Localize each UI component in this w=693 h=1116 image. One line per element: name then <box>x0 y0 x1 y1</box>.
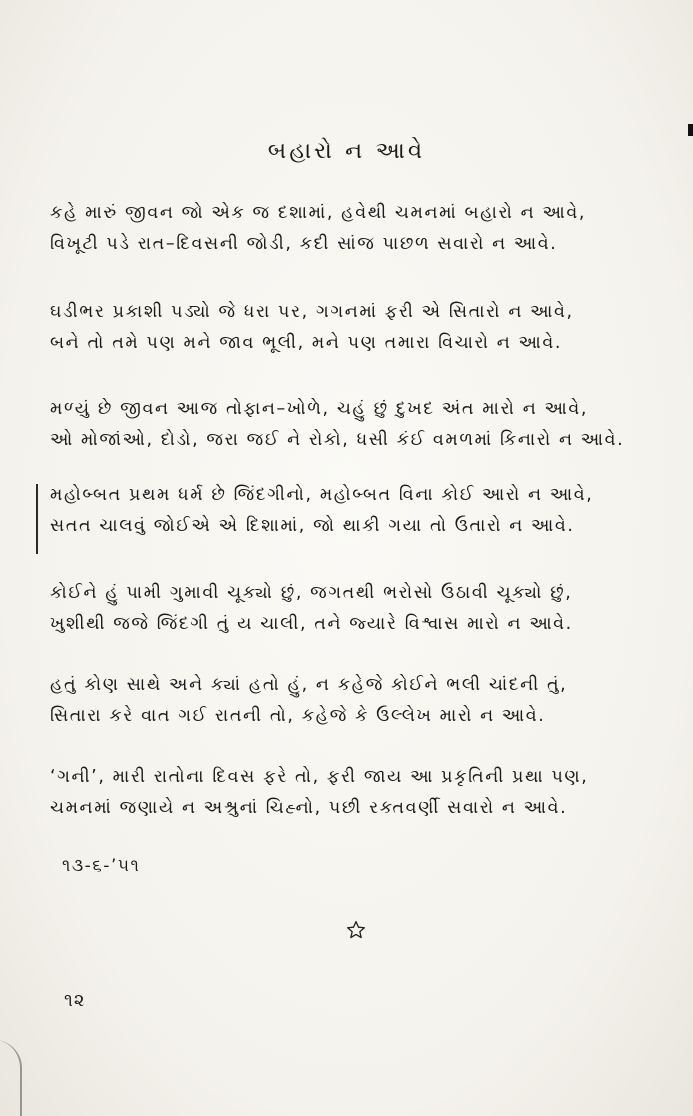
verse-line: ઘડીભર પ્રકાશી પડ્યો જે ધરા પર, ગગનમાં ફરી એ સિતારો ન આવે, <box>50 302 574 322</box>
stanza-7 <box>50 762 665 824</box>
stanza-1 <box>50 198 665 260</box>
verse-line: હતું કોણ સાથે અને ક્યાં હતો હું, ન કહેજે કોઈને ભલી ચાંદની તું, <box>50 675 568 695</box>
scan-edge-mark <box>688 124 693 136</box>
verse-line: મહોબ્બત પ્રથમ ધર્મ છે જિંદગીનો, મહોબ્બત વિના કોઈ આરો ન આવે, <box>50 485 594 505</box>
verse-line: વિખૂટી પડે રાત–દિવસની જોડી, કદી સાંજ પાછળ સવારો ન આવે. <box>50 234 558 254</box>
verse-line: ચમનમાં જણાયે ન અશ્રુનાં ચિહ્નો, પછી રક્તવર્ણી સવારો ન આવે. <box>50 798 568 818</box>
verse-line: બને તો તમે પણ મને જાવ ભૂલી, મને પણ તમારા વિચારો ન આવે. <box>50 333 563 353</box>
page-number: ૧૨ <box>64 990 86 1011</box>
margin-mark <box>36 484 38 554</box>
page-curl-edge <box>0 1040 22 1116</box>
verse-line: સતત ચાલવું જોઈએ એ દિશામાં, જો થાકી ગયા તો ઉતારો ન આવે. <box>50 516 575 536</box>
stanza-5 <box>50 578 665 640</box>
verse-line: ખુશીથી જજે જિંદગી તું ય ચાલી, તને જ્યારે વિશ્વાસ મારો ન આવે. <box>50 614 573 634</box>
verse-line: ઓ મોજાંઓ, દોડો, જરા જઈ ને રોકો, ધસી કંઈ વમળમાં કિનારો ન આવે. <box>50 430 625 450</box>
verse-line: સિતારા કરે વાત ગઈ રાતની તો, કહેજે કે ઉલ્લેખ મારો ન આવે. <box>50 706 546 726</box>
poem-title: બહારો ન આવે <box>267 138 426 164</box>
stanza-4 <box>50 480 665 542</box>
stanza-2 <box>50 297 665 359</box>
verse-line: કહે મારું જીવન જો એક જ દશામાં, હવેથી ચમનમાં બહારો ન આવે, <box>50 203 586 223</box>
star-icon <box>346 920 366 946</box>
poem-date: ૧૩-૬-’૫૧ <box>62 856 141 876</box>
verse-line: કોઈને હું પામી ગુમાવી ચૂક્યો છું, જગતથી ભરોસો ઉઠાવી ચૂક્યો છું, <box>50 583 573 603</box>
verse-line: મળ્યું છે જીવન આજ તોફાન–ખોળે, ચહું છું દુખદ અંત મારો ન આવે, <box>50 399 589 419</box>
stanza-3 <box>50 394 665 456</box>
verse-line: ‘ગની’, મારી રાતોના દિવસ ફરે તો, ફરી જાય આ પ્રકૃતિની પ્રથા પણ, <box>50 767 589 787</box>
stanza-6 <box>50 670 665 732</box>
